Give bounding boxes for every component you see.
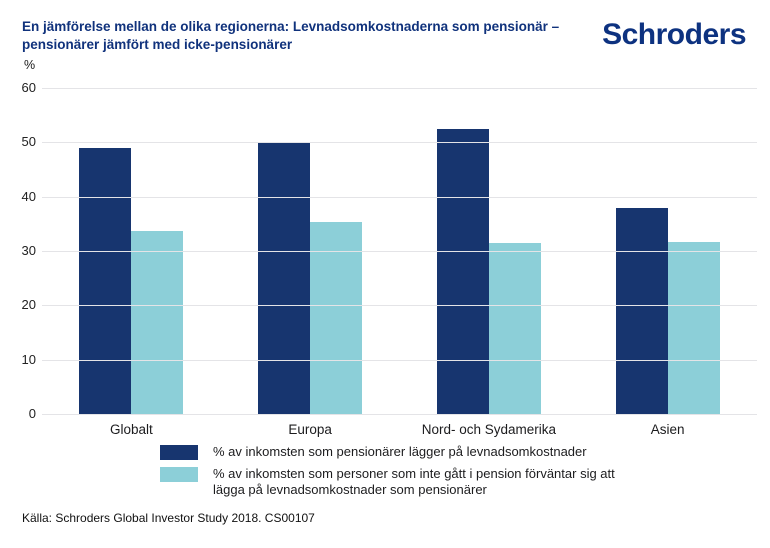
source-note: Källa: Schroders Global Investor Study 2018. CS00107 [22, 511, 315, 525]
gridline [42, 360, 757, 361]
y-tick-label: 40 [21, 188, 36, 204]
y-axis [0, 80, 36, 421]
gridline [42, 88, 757, 89]
chart-title: En jämförelse mellan de olika regionerna: Levnadsomkostnaderna som pensionär – pensionärer jämfört med icke-pensionärer [22, 19, 560, 52]
bar-series2-globalt [131, 231, 183, 414]
legend [160, 444, 615, 499]
legend-swatch-series2 [160, 467, 198, 482]
legend-item [160, 466, 615, 499]
bar-series1-asien [616, 208, 668, 414]
plot-area [42, 88, 757, 414]
gridline [42, 305, 757, 306]
gridline [42, 142, 757, 143]
bar-series1-europa [258, 143, 310, 414]
y-tick-label: 0 [28, 406, 36, 421]
y-tick-label: 10 [21, 351, 36, 367]
legend-label-series2: % av inkomsten som personer som inte gått i pension förväntar sig att lägga på levnadsomkostnader som pensionärer [213, 465, 615, 497]
bar-series2-nord-och-sydamerika [489, 243, 541, 414]
legend-label-series1: % av inkomsten som pensionärer lägger på levnadsomkostnader [213, 444, 587, 459]
gridline [42, 251, 757, 252]
legend-swatch-series1 [160, 445, 198, 460]
x-axis-label: Europa [288, 422, 332, 437]
x-axis-label: Nord- och Sydamerika [421, 422, 557, 437]
schroders-logo: Schroders [602, 18, 746, 51]
y-tick-label: 30 [21, 243, 36, 258]
x-axis-labels [42, 422, 757, 437]
legend-item [160, 444, 615, 461]
bar-series2-asien [668, 242, 720, 414]
bar-series1-nord-och-sydamerika [437, 129, 489, 414]
x-axis-label: Asien [650, 422, 685, 437]
x-axis-label: Globalt [109, 422, 153, 437]
bar-series1-globalt [79, 148, 131, 414]
gridline [42, 414, 757, 415]
y-tick-label: 20 [21, 297, 36, 313]
gridline [42, 197, 757, 198]
y-tick-label: 60 [21, 80, 36, 95]
y-tick-label: 50 [21, 134, 36, 150]
y-axis-unit-label: % [24, 58, 36, 72]
